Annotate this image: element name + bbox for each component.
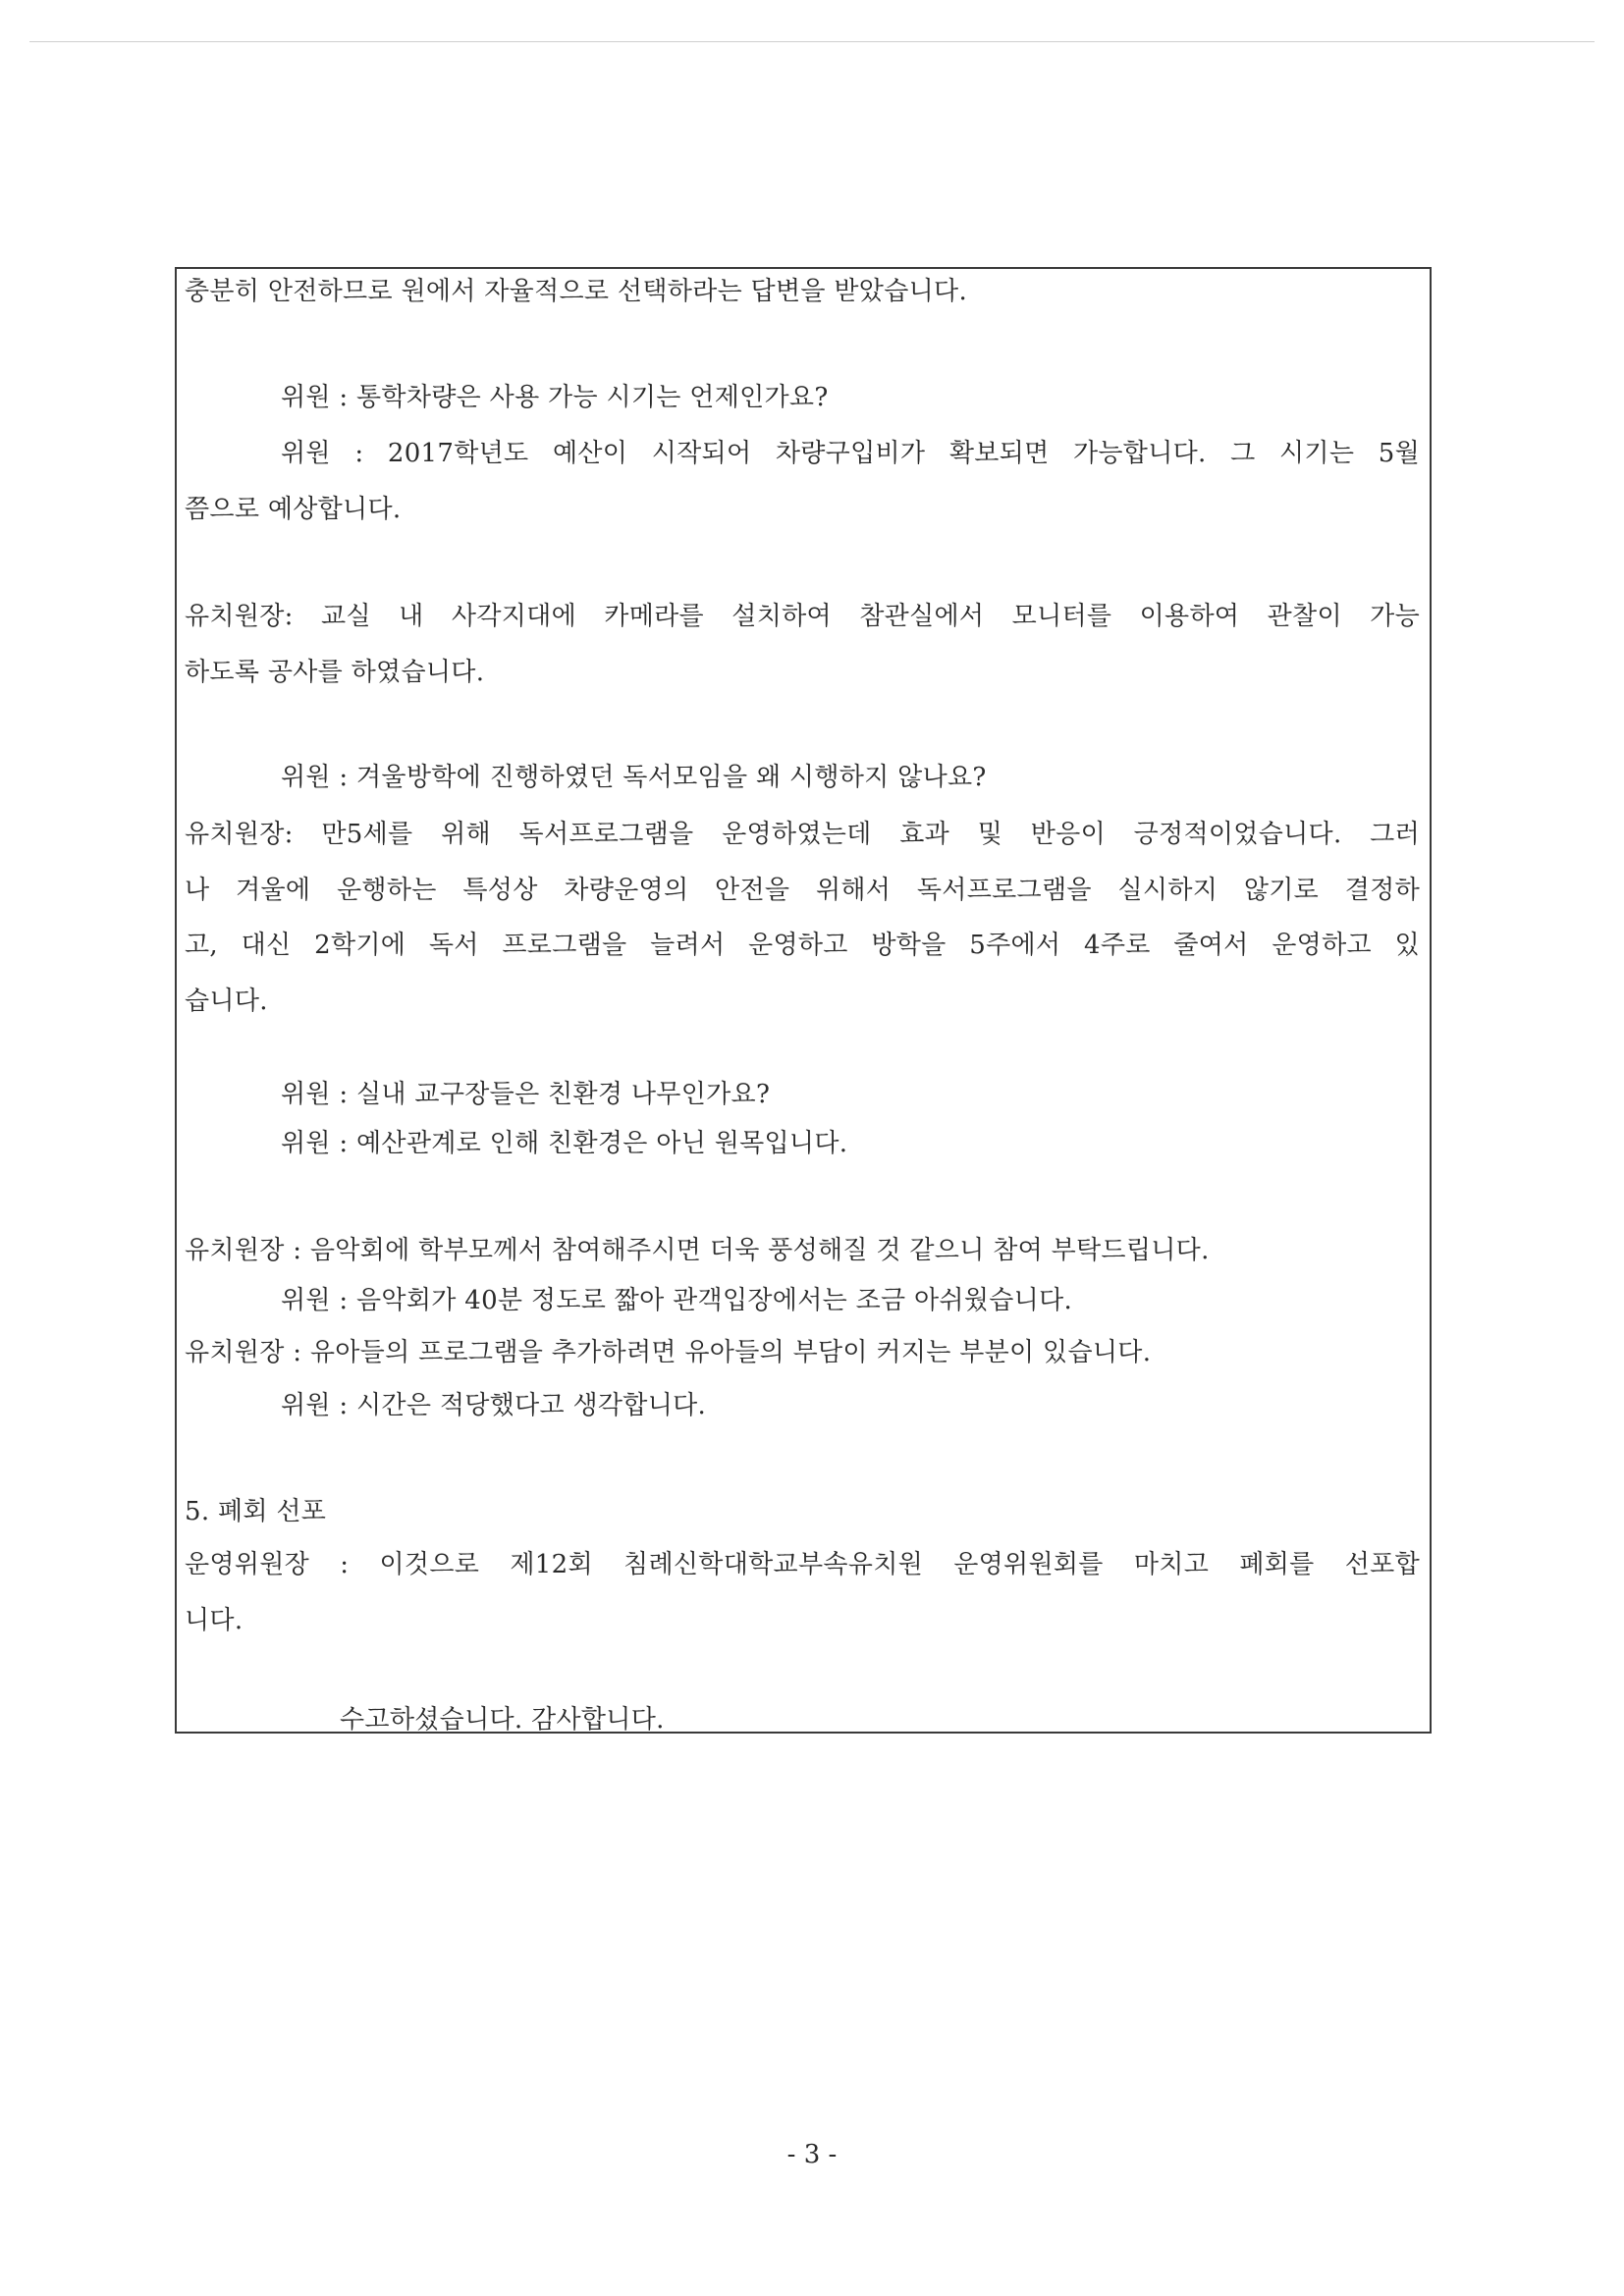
text-line: 위원 : 통학차량은 사용 가능 시기는 언제인가요?: [281, 383, 829, 412]
text-line: 위원 : 음악회가 40분 정도로 짧아 관객입장에서는 조금 아쉬웠습니다.: [281, 1286, 1073, 1315]
text-line: 위원 : 예산관계로 인해 친환경은 아닌 원목입니다.: [281, 1129, 848, 1158]
text-line: 니다.: [185, 1606, 244, 1635]
text-line: 유치원장: 교실 내 사각지대에 카메라를 설치하여 참관실에서 모니터를 이용하여 관찰이 가능: [185, 602, 1420, 631]
text-line: 유치원장 : 음악회에 학부모께서 참여해주시면 더욱 풍성해질 것 같으니 참여 부탁드립니다.: [185, 1236, 1210, 1265]
text-line: 유치원장 : 유아들의 프로그램을 추가하려면 유아들의 부담이 커지는 부분이 있습니다.: [185, 1338, 1152, 1367]
text-line: 위원 : 실내 교구장들은 친환경 나무인가요?: [281, 1080, 771, 1109]
text-line: 위원 : 2017학년도 예산이 시작되어 차량구입비가 확보되면 가능합니다. 그 시기는 5월: [281, 439, 1420, 468]
text-line: 운영위원장 : 이것으로 제12회 침례신학대학교부속유치원 운영위원회를 마치고 폐회를 선포합: [185, 1550, 1420, 1579]
text-line: 쯤으로 예상합니다.: [185, 495, 402, 524]
text-line: 고, 대신 2학기에 독서 프로그램을 늘려서 운영하고 방학을 5주에서 4주로 줄여서 운영하고 있: [185, 931, 1420, 960]
text-line: 하도록 공사를 하였습니다.: [185, 658, 485, 687]
text-line: 위원 : 겨울방학에 진행하였던 독서모임을 왜 시행하지 않나요?: [281, 763, 987, 792]
text-line: 나 겨울에 운행하는 특성상 차량운영의 안전을 위해서 독서프로그램을 실시하지 않기로 결정하: [185, 876, 1420, 905]
page-top-rule: [29, 41, 1595, 42]
text-line: 습니다.: [185, 987, 268, 1016]
minutes-content-box: [175, 267, 1432, 1734]
text-line: 위원 : 시간은 적당했다고 생각합니다.: [281, 1391, 707, 1420]
page-number: - 3 -: [786, 2140, 838, 2169]
text-line: 유치원장: 만5세를 위해 독서프로그램을 운영하였는데 효과 및 반응이 긍정적이었습니다. 그러: [185, 820, 1420, 849]
section-heading: 5. 폐회 선포: [185, 1497, 327, 1526]
closing-remark: 수고하셨습니다. 감사합니다.: [340, 1705, 665, 1735]
text-line: 충분히 안전하므로 원에서 자율적으로 선택하라는 답변을 받았습니다.: [185, 277, 968, 306]
